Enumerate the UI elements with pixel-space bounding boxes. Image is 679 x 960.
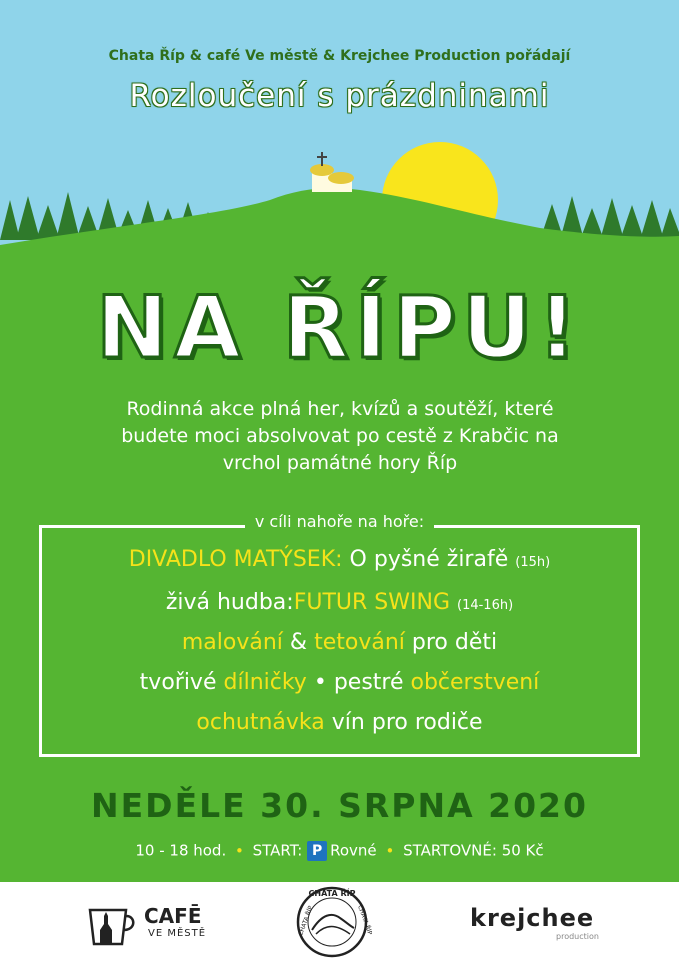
chata-top-text: CHATA ŘÍP (308, 889, 356, 898)
workshops: dílničky (223, 670, 307, 695)
main-title: NA ŘÍPU! (96, 278, 583, 378)
footer-logos (0, 882, 679, 960)
cup-icon (86, 902, 138, 946)
chata-rip-badge-icon (292, 884, 372, 958)
music-label: živá hudba: (165, 590, 294, 615)
cafe-subtitle: VE MĚSTĚ (148, 928, 207, 939)
cafe-title: CAFĒ (144, 904, 202, 928)
creative: tvořivé (139, 670, 217, 695)
organizers-line: Chata Říp & café Ve městě & Krejchee Production pořádají (108, 48, 571, 64)
separator-dot: • (385, 841, 395, 860)
program-item-painting (39, 630, 640, 655)
entry-fee: STARTOVNÉ: 50 Kč (403, 841, 544, 860)
start-place: Rovné (330, 841, 377, 860)
theatre-time: (15h) (515, 555, 551, 570)
painting: malování (181, 630, 283, 655)
amp: & (289, 630, 308, 655)
start-label: START: (252, 841, 303, 860)
for-kids: pro děti (411, 630, 498, 655)
event-details (0, 841, 679, 861)
event-subtitle: Rozloučení s prázdninami (129, 78, 550, 114)
chata-rip-logo (292, 884, 372, 958)
program-item-workshops (39, 670, 640, 695)
hours: 10 - 18 hod. (135, 841, 227, 860)
description-line: budete moci absolvovat po cestě z Krabčic na (121, 425, 559, 447)
krejchee-title: krejchee (470, 904, 595, 932)
theatre-name: DIVADLO MATÝSEK: (128, 547, 343, 572)
various: pestré (333, 670, 404, 695)
description-line: vrchol památné hory Říp (222, 452, 458, 474)
tattoo: tetování (314, 630, 405, 655)
music-band: FUTUR SWING (293, 590, 450, 615)
event-date: NEDĚLE 30. SRPNA 2020 (91, 786, 588, 825)
program-item-tasting (39, 710, 640, 735)
program-item-music (39, 590, 640, 615)
chata-left-text: CHATA ŘÍP (297, 905, 315, 937)
event-description (60, 396, 620, 477)
music-time: (14-16h) (457, 598, 514, 613)
chata-right-text: CHATA ŘÍP (356, 904, 372, 936)
theatre-play: O pyšné žirafě (349, 547, 509, 572)
tasting: ochutnávka (196, 710, 325, 735)
bullet: • (313, 670, 327, 695)
cafe-logo (86, 902, 226, 946)
description-line: Rodinná akce plná her, kvízů a soutěží, které (126, 398, 554, 420)
parking-icon: P (307, 841, 327, 861)
program-item-theatre (39, 547, 640, 572)
wines: vín pro rodiče (331, 710, 483, 735)
chapel-icon (310, 152, 354, 192)
krejchee-logo (470, 904, 600, 944)
krejchee-subtitle: production (556, 932, 599, 941)
program-heading: v cíli nahoře na hoře: (0, 512, 679, 531)
refreshments: občerstvení (410, 670, 540, 695)
separator-dot: • (235, 841, 244, 860)
